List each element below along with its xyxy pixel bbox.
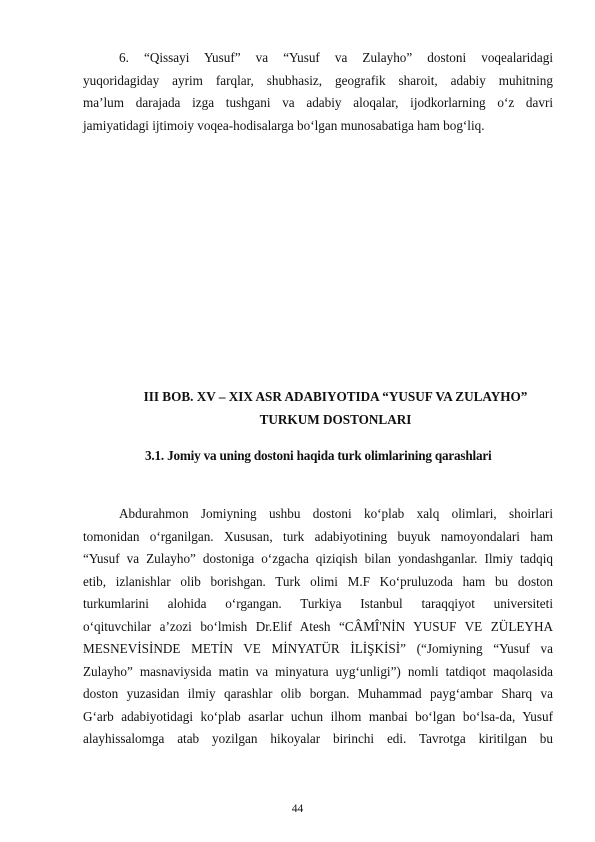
chapter-heading bbox=[118, 386, 553, 431]
numbered-paragraph-6 bbox=[83, 47, 553, 137]
chapter-heading-line: III BOB. XV – XIX ASR ADABIYOTIDA “YUSUF VA ZULAYHO” bbox=[143, 389, 528, 404]
paragraph-line: yuqoridagiday ayrim farqlar, shubhasiz, geografik sharoit, adabiy muhitning bbox=[83, 72, 553, 88]
paragraph-line: jamiyatidagi ijtimoiy voqea-hodisalarga bo‘lgan munosabatiga ham bog‘liq. bbox=[83, 117, 485, 133]
paragraph-line: tomonidan o‘rganilgan. Xususan, turk adabiyotining buyuk namoyondalari ham bbox=[83, 528, 553, 544]
paragraph-line: turkumlarini alohida o‘rgangan. Turkiya Istanbul taraqqiyot universiteti bbox=[83, 596, 553, 611]
page-number: 44 bbox=[291, 803, 304, 815]
paragraph-line: 6. “Qissayi Yusuf” va “Yusuf va Zulayho” dostoni voqealaridagi bbox=[119, 50, 553, 65]
paragraph-line: “Yusuf va Zulayho” dostoniga o‘zgacha qiziqish bilan yondashganlar. Ilmiy tadqiq bbox=[83, 551, 553, 566]
paragraph-line: doston yuzasidan ilmiy qarashlar olib borgan. Muhammad payg‘ambar Sharq va bbox=[83, 686, 553, 701]
paragraph-line: G‘arb adabiyotidagi ko‘plab asarlar uchun ilhom manbai bo‘lgan bo‘lsa-da, Yusuf bbox=[83, 708, 553, 724]
body-paragraph bbox=[83, 503, 553, 751]
paragraph-line: o‘qituvchilar a’zozi bo‘lmish Dr.Elif Atesh “CÂMÎ'NİN YUSUF VE ZÜLEYHA bbox=[83, 618, 553, 634]
paragraph-line: Zulayho” masnaviysida matin va minyatura uyg‘unligi”) nomli tatdiqot maqolasida bbox=[83, 663, 553, 679]
section-heading: 3.1. Jomiy va uning dostoni haqida turk olimlarining qarashlari bbox=[145, 448, 492, 463]
paragraph-line: ma’lum darajada izga tushgani va adabiy aloqalar, ijodkorlarning o‘z davri bbox=[83, 95, 553, 110]
paragraph-line: MESNEVİSİNDE METİN VE MİNYATÜR İLİŞKİSİ” (“Jomiyning “Yusuf va bbox=[83, 641, 553, 656]
paragraph-line: Abdurahmon Jomiyning ushbu dostoni ko‘plab xalq olimlari, shoirlari bbox=[119, 506, 553, 521]
chapter-heading-line: TURKUM DOSTONLARI bbox=[259, 411, 412, 427]
paragraph-line: etib, izlanishlar olib borishgan. Turk olimi M.F Ko‘pruluzoda ham bu doston bbox=[83, 573, 553, 589]
paragraph-line: alayhissalomga atab yozilgan hikoyalar birinchi edi. Tavrotga kiritilgan bu bbox=[83, 731, 553, 746]
